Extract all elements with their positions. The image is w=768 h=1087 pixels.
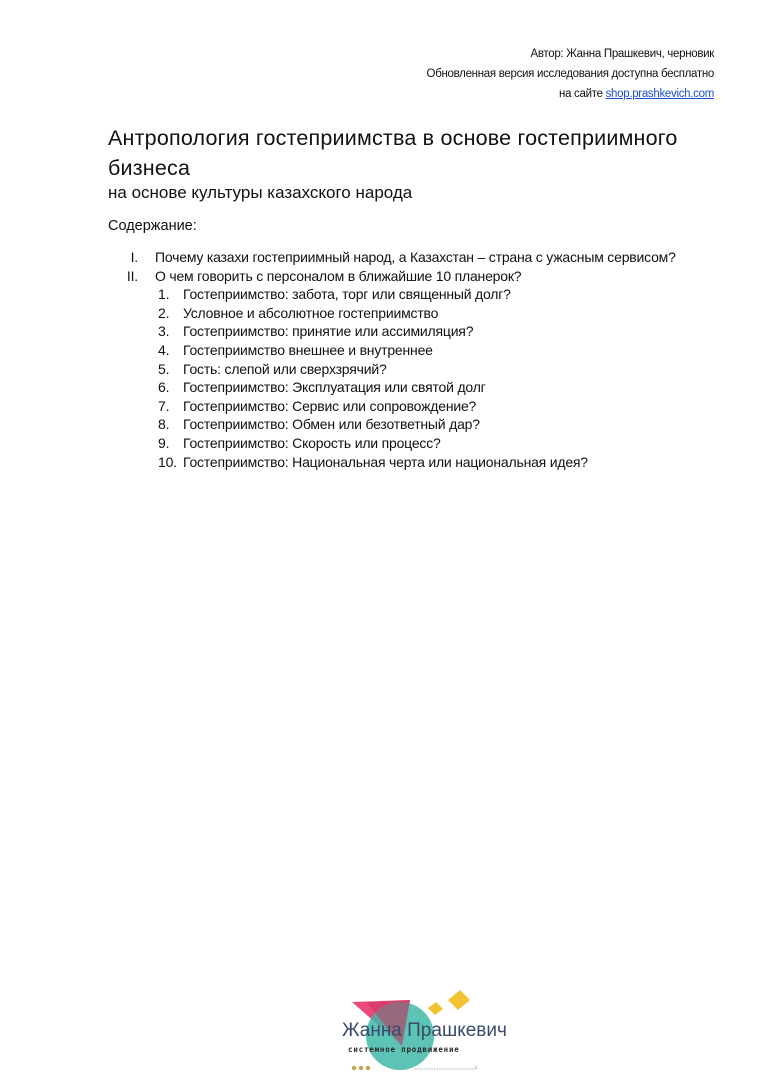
toc-subitem-title: Условное и абсолютное гостеприимство [183, 304, 439, 321]
page-title: Антропология гостеприимства в основе гостеприимного бизнеса [108, 126, 678, 180]
document-header [427, 44, 714, 104]
toc-subitem-number: 8. [158, 416, 170, 433]
toc-section-title: О чем говорить с персоналом в ближайшие 10 планерок? [155, 267, 522, 284]
logo-yellow-diamond [448, 990, 470, 1010]
logo-tagline-text: системное продвижение [348, 1045, 460, 1054]
toc-subitem-number: 9. [158, 434, 170, 451]
toc-subitem-title: Гостеприимство: Скорость или процесс? [183, 434, 441, 451]
toc-subitem-number: 4. [158, 341, 170, 358]
toc-subitem-number: 1. [158, 286, 170, 303]
brand-logo [340, 988, 507, 1083]
toc-subitem-number: 5. [158, 360, 170, 377]
site-line [427, 84, 714, 104]
author-line: Автор: Жанна Прашкевич, черновик [530, 48, 714, 60]
update-line: Обновленная версия исследования доступна бесплатно [426, 68, 714, 80]
toc-subitem-title: Гостеприимство: Национальная черта или национальная идея? [183, 453, 588, 470]
toc-subitem-number: 2. [158, 304, 170, 321]
toc-subitem-number: 3. [158, 323, 170, 340]
logo-dot [352, 1066, 356, 1070]
toc-subitem-title: Гость: слепой или сверхзрячий? [183, 360, 387, 377]
toc-subitem-title: Гостеприимство внешнее и внутреннее [183, 341, 433, 358]
toc-subitem-number: 6. [158, 379, 170, 396]
toc-subitem-title: Гостеприимство: забота, торг или священный долг? [183, 286, 511, 303]
site-prefix: на сайте [559, 88, 603, 100]
site-link[interactable]: shop.prashkevich.com [605, 88, 714, 100]
toc-section-marker: I. [130, 249, 138, 265]
logo-yellow-diamond-small [428, 1002, 443, 1015]
logo-dot [366, 1066, 370, 1070]
toc-subitem-title: Гостеприимство: Сервис или сопровождение? [183, 397, 477, 414]
toc-subitem-number: 7. [158, 397, 170, 414]
toc-subitem-number: 10. [158, 453, 177, 470]
toc-subitem-title: Гостеприимство: Обмен или безответный дар? [183, 416, 480, 433]
toc-label: Содержание: [108, 218, 197, 234]
toc-section-marker: II. [126, 267, 138, 284]
toc-section-title: Почему казахи гостеприимный народ, а Казахстан – страна с ужасным сервисом? [155, 249, 676, 265]
logo-name-text: Жанна Прашкевич [342, 1020, 507, 1041]
toc-subitem-title: Гостеприимство: принятие или ассимиляция? [183, 323, 474, 340]
page-subtitle: на основе культуры казахского народа [108, 183, 413, 202]
logo-dot [359, 1066, 363, 1070]
toc-subitem-title: Гостеприимство: Эксплуатация или святой долг [183, 379, 486, 396]
